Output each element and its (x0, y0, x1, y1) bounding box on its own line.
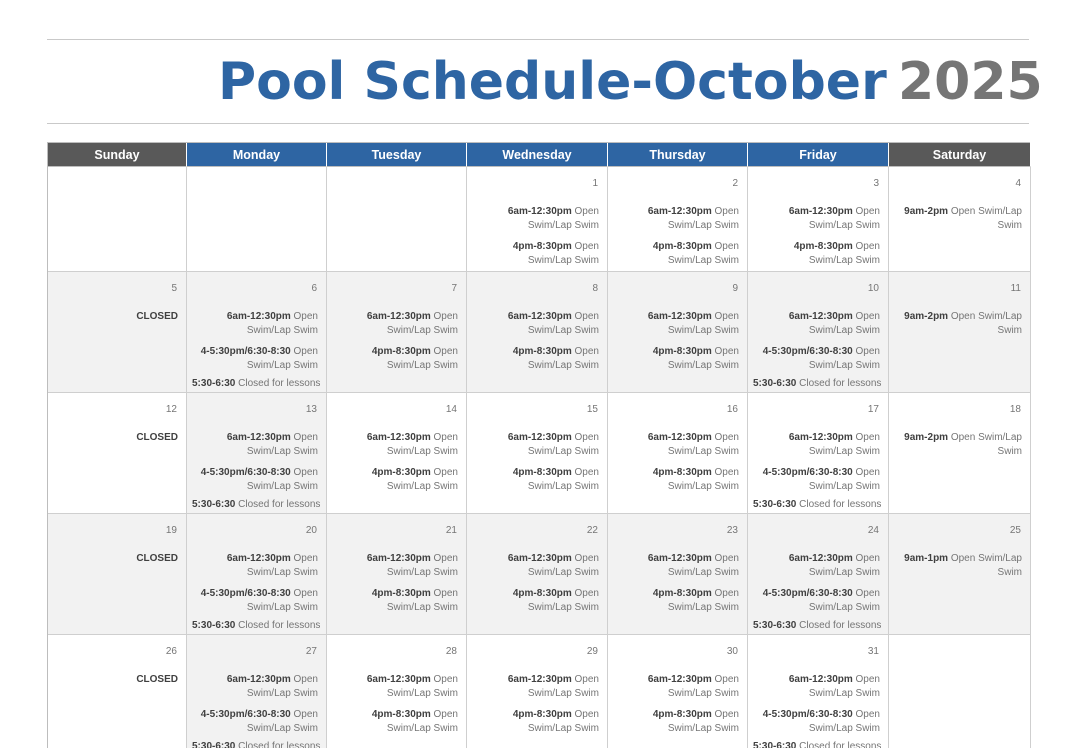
schedule-entry (191, 673, 318, 700)
entry-text: Open Swim/Lap Swim (386, 346, 458, 371)
day-cell (608, 167, 748, 272)
calendar-grid (47, 142, 1030, 748)
day-cell (467, 514, 608, 635)
entry-text: Open Swim/Lap Swim (246, 553, 318, 578)
schedule-entry (471, 310, 599, 337)
lesson-time: 5:30-6:30 (192, 377, 236, 389)
day-number: 29 (586, 646, 598, 657)
entry-time: 4pm-8:30pm (793, 241, 853, 252)
entry-text: Open Swim/Lap Swim (527, 709, 599, 734)
lesson-time: 5:30-6:30 (192, 619, 236, 631)
day-number: 5 (171, 283, 177, 294)
day-entries (612, 552, 739, 622)
entry-time: 6am-12:30pm (226, 674, 291, 685)
entry-text: Open Swim/Lap Swim (527, 311, 599, 336)
schedule-entry (191, 552, 318, 579)
schedule-entry (471, 552, 599, 579)
entry-text: Open Swim/Lap Swim (667, 241, 739, 266)
entry-time: 9am-2pm (904, 432, 949, 443)
day-number: 6 (311, 283, 317, 294)
day-number: 13 (305, 404, 317, 415)
day-entries (331, 552, 458, 622)
lesson-time: 5:30-6:30 (753, 740, 797, 748)
entry-text: Open Swim/Lap Swim (246, 467, 318, 492)
entry-text: Open Swim/Lap Swim (667, 553, 739, 578)
lesson-time: 5:30-6:30 (192, 740, 236, 748)
entry-time: 4-5:30pm/6:30-8:30 (200, 467, 291, 478)
weekday-header-tuesday: Tuesday (327, 143, 467, 167)
day-cell (608, 393, 748, 514)
day-number: 28 (445, 646, 457, 657)
day-cell (889, 272, 1031, 393)
entry-time: 4pm-8:30pm (371, 588, 431, 599)
entry-time: 6am-12:30pm (647, 432, 712, 443)
entry-text: Open Swim/Lap Swim (950, 206, 1022, 231)
day-entries (52, 673, 178, 687)
schedule-entry (752, 708, 880, 735)
day-entries (752, 205, 880, 272)
day-cell (467, 167, 608, 272)
day-entries (471, 310, 599, 380)
day-cell (48, 167, 187, 272)
weekday-header-sunday: Sunday (48, 143, 187, 167)
entry-text: Open Swim/Lap Swim (808, 553, 880, 578)
day-entries (331, 431, 458, 501)
entry-text: Open Swim/Lap Swim (246, 346, 318, 371)
entry-text: Open Swim/Lap Swim (667, 467, 739, 492)
entry-time: 6am-12:30pm (647, 311, 712, 322)
lesson-text: Closed for lessons (799, 740, 882, 748)
day-cell (467, 635, 608, 748)
schedule-entry (893, 552, 1022, 579)
day-entries (331, 673, 458, 743)
entry-time: 4-5:30pm/6:30-8:30 (200, 709, 291, 720)
schedule-entry (471, 587, 599, 614)
entry-time: 4pm-8:30pm (512, 588, 572, 599)
schedule-entry (331, 431, 458, 458)
day-cell (48, 393, 187, 514)
day-number: 24 (867, 525, 879, 536)
entry-text: Open Swim/Lap Swim (808, 709, 880, 734)
weekday-header-thursday: Thursday (608, 143, 748, 167)
day-cell (748, 635, 889, 748)
entry-text: Open Swim/Lap Swim (246, 674, 318, 699)
day-cell (327, 393, 467, 514)
day-entries (612, 205, 739, 272)
day-entries (893, 205, 1022, 240)
entry-text: Open Swim/Lap Swim (527, 241, 599, 266)
entry-text: Open Swim/Lap Swim (386, 553, 458, 578)
day-number: 11 (1010, 283, 1021, 294)
day-cell (187, 635, 327, 748)
schedule-entry (752, 431, 880, 458)
day-number: 23 (726, 525, 738, 536)
entry-time: 4pm-8:30pm (512, 467, 572, 478)
entry-time: 6am-12:30pm (788, 206, 853, 217)
day-number: 4 (1015, 178, 1021, 189)
day-number: 7 (451, 283, 457, 294)
weekday-header-friday: Friday (748, 143, 889, 167)
entry-text: Open Swim/Lap Swim (950, 432, 1022, 457)
entry-time: 9am-1pm (904, 553, 949, 564)
schedule-entry (612, 587, 739, 614)
entry-time: 6am-12:30pm (507, 311, 572, 322)
entry-text: Open Swim/Lap Swim (527, 674, 599, 699)
day-number: 1 (592, 178, 598, 189)
entry-time: 6am-12:30pm (647, 206, 712, 217)
schedule-entry (331, 673, 458, 700)
weekday-header-monday: Monday (187, 143, 327, 167)
entry-text: Open Swim/Lap Swim (527, 206, 599, 231)
day-entries (471, 431, 599, 501)
schedule-entry (612, 205, 739, 232)
day-entries (471, 205, 599, 272)
schedule-entry (191, 345, 318, 372)
day-cell (889, 393, 1031, 514)
entry-time: 6am-12:30pm (647, 553, 712, 564)
day-cell (467, 272, 608, 393)
day-cell (187, 514, 327, 635)
day-cell (48, 272, 187, 393)
day-number: 14 (445, 404, 457, 415)
schedule-entry (331, 708, 458, 735)
entry-time: 4pm-8:30pm (371, 346, 431, 357)
day-number: 10 (867, 283, 879, 294)
schedule-entry (752, 240, 880, 267)
schedule-entry (471, 205, 599, 232)
schedule-entry (612, 310, 739, 337)
entry-text: Open Swim/Lap Swim (667, 346, 739, 371)
day-cell (48, 514, 187, 635)
entry-text: Open Swim/Lap Swim (386, 432, 458, 457)
entry-text: Open Swim/Lap Swim (667, 206, 739, 231)
entry-text: Open Swim/Lap Swim (386, 588, 458, 613)
day-entries (752, 431, 880, 501)
entry-time: 6am-12:30pm (507, 432, 572, 443)
schedule-entry (471, 466, 599, 493)
day-number: 12 (165, 404, 177, 415)
entry-time: 6am-12:30pm (507, 553, 572, 564)
entry-text: Open Swim/Lap Swim (950, 553, 1022, 578)
day-cell (608, 272, 748, 393)
day-number: 3 (873, 178, 879, 189)
schedule-entry (331, 552, 458, 579)
schedule-entry (612, 240, 739, 267)
entry-text: Open Swim/Lap Swim (386, 709, 458, 734)
entry-time: 4-5:30pm/6:30-8:30 (200, 588, 291, 599)
schedule-entry (191, 466, 318, 493)
entry-time: 9am-2pm (904, 311, 949, 322)
schedule-entry (752, 205, 880, 232)
entry-time: 4-5:30pm/6:30-8:30 (762, 467, 853, 478)
schedule-entry (752, 466, 880, 493)
entry-text: Open Swim/Lap Swim (386, 674, 458, 699)
schedule-entry (612, 466, 739, 493)
entry-time: 4pm-8:30pm (652, 709, 712, 720)
entry-text: Open Swim/Lap Swim (667, 709, 739, 734)
day-entries (612, 310, 739, 380)
schedule-entry (893, 310, 1022, 337)
day-number: 20 (305, 525, 317, 536)
entry-text: Open Swim/Lap Swim (667, 674, 739, 699)
entry-time: 6am-12:30pm (366, 311, 431, 322)
day-cell (187, 272, 327, 393)
entry-time: 6am-12:30pm (366, 674, 431, 685)
day-entries (612, 431, 739, 501)
entry-time: 4pm-8:30pm (652, 241, 712, 252)
entry-text: Open Swim/Lap Swim (386, 467, 458, 492)
schedule-entry (612, 552, 739, 579)
day-entries (191, 673, 318, 743)
schedule-entry (191, 431, 318, 458)
day-entries (752, 673, 880, 743)
day-entries (893, 552, 1022, 587)
day-entries (893, 431, 1022, 466)
entry-time: 6am-12:30pm (507, 674, 572, 685)
entry-text: Open Swim/Lap Swim (246, 709, 318, 734)
entry-text: Open Swim/Lap Swim (527, 467, 599, 492)
day-cell (608, 514, 748, 635)
entry-time: 6am-12:30pm (226, 432, 291, 443)
day-entries (331, 310, 458, 380)
schedule-entry (471, 673, 599, 700)
top-divider (47, 39, 1029, 40)
entry-text: Open Swim/Lap Swim (246, 432, 318, 457)
entry-text: Open Swim/Lap Swim (808, 588, 880, 613)
day-cell (327, 635, 467, 748)
lesson-text: Closed for lessons (238, 740, 321, 748)
entry-time: 4pm-8:30pm (371, 709, 431, 720)
lesson-text: Closed for lessons (799, 498, 882, 510)
entry-time: 6am-12:30pm (226, 311, 291, 322)
day-number: 26 (165, 646, 177, 657)
schedule-entry (471, 345, 599, 372)
entry-text: Open Swim/Lap Swim (667, 588, 739, 613)
entry-text: Open Swim/Lap Swim (950, 311, 1022, 336)
day-cell (889, 167, 1031, 272)
schedule-entry (471, 240, 599, 267)
schedule-entry (471, 708, 599, 735)
bottom-divider (47, 123, 1029, 124)
entry-time: 4pm-8:30pm (652, 467, 712, 478)
day-cell (748, 167, 889, 272)
schedule-entry (471, 431, 599, 458)
lesson-text: Closed for lessons (238, 498, 321, 510)
day-entries (612, 673, 739, 743)
day-cell (467, 393, 608, 514)
schedule-entry (612, 431, 739, 458)
schedule-entry (191, 587, 318, 614)
day-cell (327, 167, 467, 272)
day-entries (752, 552, 880, 622)
day-number: 8 (592, 283, 598, 294)
entry-text: Open Swim/Lap Swim (667, 311, 739, 336)
entry-time: 4-5:30pm/6:30-8:30 (762, 588, 853, 599)
weekday-header-wednesday: Wednesday (467, 143, 608, 167)
entry-text: Open Swim/Lap Swim (808, 674, 880, 699)
entry-text: Open Swim/Lap Swim (808, 467, 880, 492)
day-number: 15 (586, 404, 598, 415)
entry-text: Open Swim/Lap Swim (246, 588, 318, 613)
day-number: 9 (732, 283, 738, 294)
entry-time: 4pm-8:30pm (652, 588, 712, 599)
entry-text: Open Swim/Lap Swim (808, 346, 880, 371)
entry-text: Open Swim/Lap Swim (386, 311, 458, 336)
schedule-entry (752, 587, 880, 614)
day-cell (327, 514, 467, 635)
entry-text: Open Swim/Lap Swim (527, 432, 599, 457)
day-entries (191, 310, 318, 380)
schedule-entry (612, 345, 739, 372)
entry-time: 6am-12:30pm (788, 311, 853, 322)
schedule-entry (752, 310, 880, 337)
lesson-time: 5:30-6:30 (753, 498, 797, 510)
day-entries (471, 552, 599, 622)
schedule-entry (191, 708, 318, 735)
lesson-text: Closed for lessons (799, 377, 882, 389)
day-entries (52, 552, 178, 566)
day-number: 30 (726, 646, 738, 657)
day-entries (893, 310, 1022, 345)
entry-text: Open Swim/Lap Swim (527, 588, 599, 613)
closed-label: CLOSED (136, 432, 178, 443)
day-number: 27 (305, 646, 317, 657)
entry-time: 6am-12:30pm (647, 674, 712, 685)
schedule-entry (331, 310, 458, 337)
schedule-entry (752, 345, 880, 372)
entry-time: 6am-12:30pm (366, 432, 431, 443)
entry-text: Open Swim/Lap Swim (246, 311, 318, 336)
day-number: 31 (867, 646, 879, 657)
entry-time: 4pm-8:30pm (512, 241, 572, 252)
lesson-text: Closed for lessons (238, 619, 321, 631)
schedule-entry (331, 587, 458, 614)
entry-text: Open Swim/Lap Swim (527, 346, 599, 371)
day-number: 16 (726, 404, 738, 415)
entry-text: Open Swim/Lap Swim (808, 206, 880, 231)
weekday-header-saturday: Saturday (889, 143, 1031, 167)
lesson-time: 5:30-6:30 (753, 619, 797, 631)
day-number: 22 (586, 525, 598, 536)
entry-time: 6am-12:30pm (226, 553, 291, 564)
day-cell (748, 272, 889, 393)
entry-text: Open Swim/Lap Swim (527, 553, 599, 578)
lesson-text: Closed for lessons (799, 619, 882, 631)
entry-text: Open Swim/Lap Swim (808, 432, 880, 457)
entry-time: 4-5:30pm/6:30-8:30 (762, 709, 853, 720)
entry-time: 4pm-8:30pm (652, 346, 712, 357)
day-entries (752, 310, 880, 380)
schedule-entry (612, 673, 739, 700)
entry-time: 6am-12:30pm (507, 206, 572, 217)
day-entries (191, 552, 318, 622)
day-number: 2 (732, 178, 738, 189)
day-number: 17 (867, 404, 879, 415)
entry-time: 4pm-8:30pm (371, 467, 431, 478)
day-number: 18 (1009, 404, 1021, 415)
entry-time: 6am-12:30pm (788, 674, 853, 685)
schedule-entry (191, 310, 318, 337)
day-cell (187, 393, 327, 514)
day-cell (889, 635, 1031, 748)
schedule-entry (893, 205, 1022, 232)
year-label: 2025 (898, 52, 1043, 112)
day-entries (52, 310, 178, 324)
day-cell (889, 514, 1031, 635)
lesson-text: Closed for lessons (238, 377, 321, 389)
schedule-entry (752, 673, 880, 700)
day-cell (327, 272, 467, 393)
day-number: 21 (445, 525, 457, 536)
closed-label: CLOSED (136, 311, 178, 322)
closed-label: CLOSED (136, 674, 178, 685)
day-number: 25 (1009, 525, 1021, 536)
page-title: Pool Schedule-October (218, 52, 887, 112)
entry-text: Open Swim/Lap Swim (667, 432, 739, 457)
schedule-entry (331, 345, 458, 372)
closed-label: CLOSED (136, 553, 178, 564)
entry-time: 4-5:30pm/6:30-8:30 (762, 346, 853, 357)
schedule-entry (893, 431, 1022, 458)
entry-time: 4pm-8:30pm (512, 346, 572, 357)
entry-time: 4-5:30pm/6:30-8:30 (200, 346, 291, 357)
entry-time: 6am-12:30pm (788, 553, 853, 564)
entry-time: 6am-12:30pm (788, 432, 853, 443)
entry-time: 9am-2pm (904, 206, 949, 217)
entry-text: Open Swim/Lap Swim (808, 311, 880, 336)
day-entries (471, 673, 599, 743)
entry-text: Open Swim/Lap Swim (808, 241, 880, 266)
lesson-time: 5:30-6:30 (753, 377, 797, 389)
day-cell (48, 635, 187, 748)
day-entries (191, 431, 318, 501)
day-number: 19 (165, 525, 177, 536)
day-cell (748, 514, 889, 635)
day-cell (608, 635, 748, 748)
lesson-time: 5:30-6:30 (192, 498, 236, 510)
day-cell (748, 393, 889, 514)
entry-time: 4pm-8:30pm (512, 709, 572, 720)
day-entries (52, 431, 178, 445)
day-cell (187, 167, 327, 272)
schedule-entry (612, 708, 739, 735)
schedule-entry (752, 552, 880, 579)
entry-time: 6am-12:30pm (366, 553, 431, 564)
schedule-entry (331, 466, 458, 493)
